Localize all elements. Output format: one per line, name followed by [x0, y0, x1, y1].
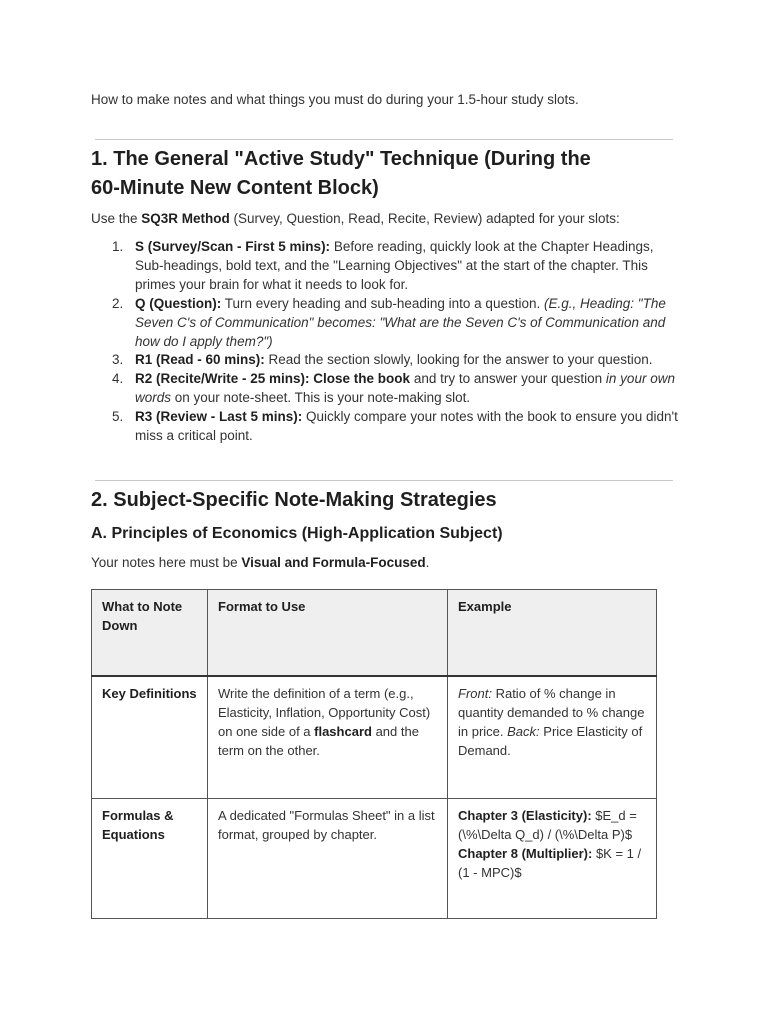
table-cell: A dedicated "Formulas Sheet" in a list format, grouped by chapter.	[208, 799, 448, 919]
divider	[95, 480, 673, 481]
step-label: S (Survey/Scan - First 5 mins):	[135, 239, 331, 254]
section-2-heading: 2. Subject-Specific Note-Making Strategies	[91, 489, 497, 511]
economics-notes-table	[91, 589, 657, 919]
sq3r-intro-post: (Survey, Question, Read, Recite, Review) adapted for your slots:	[229, 211, 620, 226]
economics-intro	[91, 555, 429, 570]
subsection-a-heading: A. Principles of Economics (High-Application Subject)	[91, 525, 503, 542]
sq3r-intro	[91, 211, 620, 226]
cell-italic: Front:	[458, 686, 492, 701]
table-cell	[208, 676, 448, 799]
step-label: R1 (Read - 60 mins):	[135, 352, 265, 368]
cell-text: Price Elasticity of Demand.	[458, 724, 643, 758]
step-text: Turn every heading and sub-heading into a question.	[221, 295, 544, 311]
sq3r-intro-pre: Use the	[91, 211, 142, 226]
section-1-heading	[91, 145, 591, 203]
economics-intro-pre: Your notes here must be	[91, 555, 242, 570]
cell-italic: Back:	[507, 724, 540, 739]
list-item	[91, 408, 681, 446]
table-cell	[92, 799, 208, 919]
list-number: 1.	[112, 239, 124, 254]
cell-text: $E_d = (\%\Delta Q_d) / (\%\Delta P)$	[458, 808, 637, 842]
cell-text: $K = 1 / (1 - MPC)$	[458, 846, 642, 880]
table-header-row	[92, 590, 657, 677]
divider	[95, 139, 673, 140]
section-1-heading-line1: 1. The General "Active Study" Technique (During the	[91, 148, 591, 170]
list-item	[91, 351, 681, 370]
cell-bold: Chapter 8 (Multiplier):	[458, 846, 593, 861]
cell-text: Write the definition of a term (e.g., Elasticity, Inflation, Opportunity Cost) on one side of a	[218, 686, 431, 739]
row-label: Formulas & Equations	[102, 808, 174, 842]
list-number: 4.	[112, 371, 124, 387]
list-number: 5.	[112, 409, 124, 425]
step-text: on your note-sheet. This is your note-making slot.	[171, 390, 471, 406]
table-cell	[92, 676, 208, 799]
list-item	[91, 370, 681, 408]
column-header: What to Note Down	[92, 590, 208, 677]
list-item	[91, 295, 681, 352]
list-number: 2.	[112, 295, 124, 311]
table-row	[92, 799, 657, 919]
step-label: R2 (Recite/Write - 25 mins): Close the book	[135, 371, 411, 387]
cell-text: Ratio of % change in quantity demanded to % change in price.	[458, 686, 645, 739]
cell-bold: Chapter 3 (Elasticity):	[458, 808, 592, 823]
step-example: (E.g., Heading: "The Seven C's of Communication" becomes: "What are the Seven C's of Communication and how do I apply them?")	[135, 295, 666, 349]
step-emphasis: in your own words	[135, 371, 675, 406]
table-row	[92, 676, 657, 799]
economics-intro-post: .	[425, 555, 430, 570]
column-header: Format to Use	[208, 590, 448, 677]
step-label: R3 (Review - Last 5 mins):	[135, 409, 303, 425]
list-number: 3.	[112, 352, 124, 368]
cell-text: and the term on the other.	[218, 724, 419, 758]
intro-text: How to make notes and what things you must do during your 1.5-hour study slots.	[91, 92, 579, 107]
cell-bold: flashcard	[314, 724, 372, 739]
step-text: Quickly compare your notes with the book to ensure you didn't miss a critical point.	[135, 409, 678, 444]
column-header: Example	[448, 590, 657, 677]
section-1-heading-line2: 60-Minute New Content Block)	[91, 177, 379, 199]
step-label: Q (Question):	[135, 295, 222, 311]
sq3r-steps-list	[91, 238, 681, 446]
sq3r-method-label: SQ3R Method	[141, 211, 230, 226]
table-cell	[448, 799, 657, 919]
list-item	[91, 238, 681, 295]
table-cell	[448, 676, 657, 799]
economics-intro-bold: Visual and Formula-Focused	[241, 555, 426, 570]
row-label: Key Definitions	[102, 686, 197, 701]
step-text: Before reading, quickly look at the Chapter Headings, Sub-headings, bold text, and the "Learning Objectives" at the start of the chapter. This primes your brain for what it needs to look for.	[135, 239, 654, 292]
step-text: and try to answer your question	[410, 371, 606, 387]
step-text: Read the section slowly, looking for the answer to your question.	[264, 352, 653, 368]
